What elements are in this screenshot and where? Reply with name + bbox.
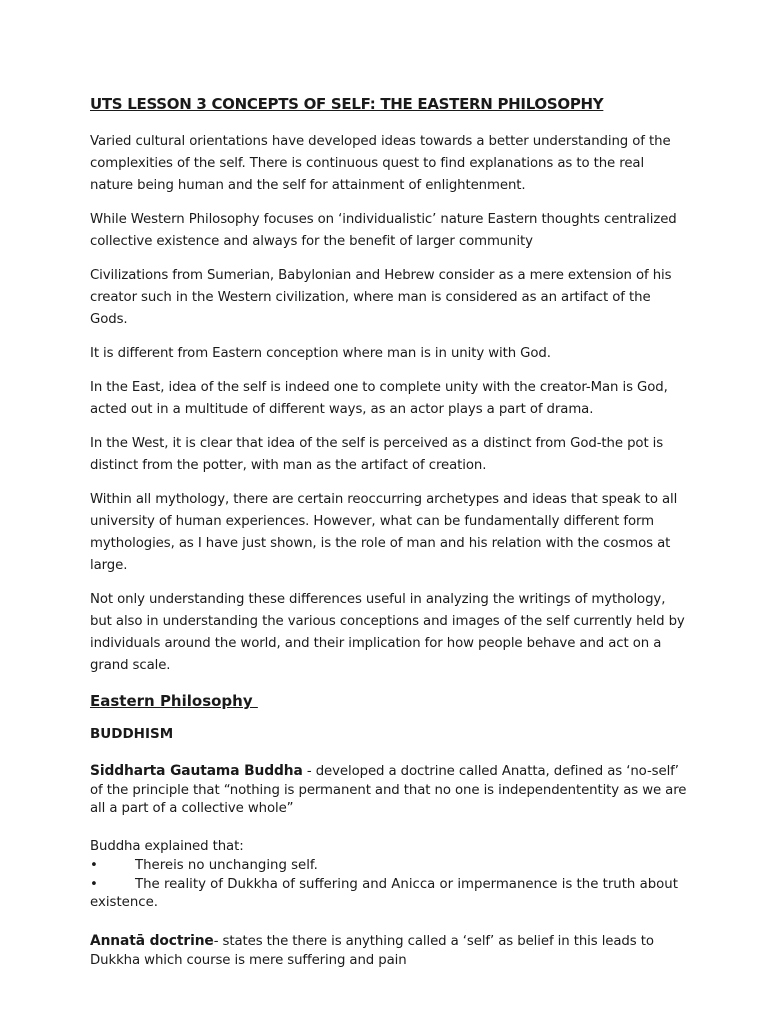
document-page [90, 94, 690, 970]
paragraph-8: Not only understanding these differences useful in analyzing the writings of mythology, but also in understanding the various conceptions and images of the self currently held by individuals around the world, and their implication for how people behave and act on a grand scale. [90, 592, 685, 673]
bullet-item-2 [90, 876, 690, 895]
buddha-text: - developed a doctrine called Anatta, defined as ‘no-self’ of the principle that “nothing is permanent and that no one is independententity as we are all a part of a collective whole” [90, 764, 687, 817]
paragraph-1: Varied cultural orientations have developed ideas towards a better understanding of the complexities of the self. There is continuous quest to find explanations as to the real nature being human and the self for attainment of enlightenment. [90, 134, 671, 193]
anatta-text: - states the there is anything called a ‘self’ as belief in this leads to Dukkha which course is mere suffering and pain [90, 933, 654, 968]
buddha-paragraph [90, 762, 690, 819]
anatta-paragraph [90, 932, 690, 970]
buddha-explained-intro: Buddha explained that: [90, 839, 244, 855]
spacer [90, 819, 690, 838]
document-title: UTS LESSON 3 CONCEPTS OF SELF: THE EASTERN PHILOSOPHY [90, 95, 604, 113]
paragraph-2: While Western Philosophy focuses on ‘individualistic’ nature Eastern thoughts centralized collective existence and always for the benefit of larger community [90, 212, 677, 249]
bullet-text-1: Thereis no unchanging self. [135, 857, 318, 873]
bullet-text-2: The reality of Dukkha of suffering and Anicca or impermanence is the truth about [135, 876, 678, 892]
bullet-icon: • [90, 857, 98, 873]
paragraph-4: It is different from Eastern conception where man is in unity with God. [90, 346, 551, 361]
bullet-text-2-continued: existence. [90, 895, 158, 911]
section-title-eastern-philosophy: Eastern Philosophy [90, 692, 258, 710]
subsection-buddhism: BUDDHISM [90, 726, 174, 742]
spacer [90, 913, 690, 932]
anatta-term: Annatā doctrine [90, 932, 214, 949]
paragraph-3: Civilizations from Sumerian, Babylonian and Hebrew consider as a mere extension of his creator such in the Western civilization, where man is considered as an artifact of the Gods. [90, 268, 672, 327]
paragraph-6: In the West, it is clear that idea of the self is perceived as a distinct from God-the pot is distinct from the potter, with man as the artifact of creation. [90, 436, 664, 473]
paragraph-7: Within all mythology, there are certain reoccurring archetypes and ideas that speak to all university of human experiences. However, what can be fundamentally different form mythologies, as I have just shown, is the role of man and his relation with the cosmos at large. [90, 492, 678, 573]
bullet-item-1 [90, 857, 690, 876]
bullet-icon: • [90, 876, 98, 892]
paragraph-5: In the East, idea of the self is indeed one to complete unity with the creator-Man is God, acted out in a multitude of different ways, as an actor plays a part of drama. [90, 380, 668, 417]
buddha-name: Siddharta Gautama Buddha [90, 763, 303, 779]
